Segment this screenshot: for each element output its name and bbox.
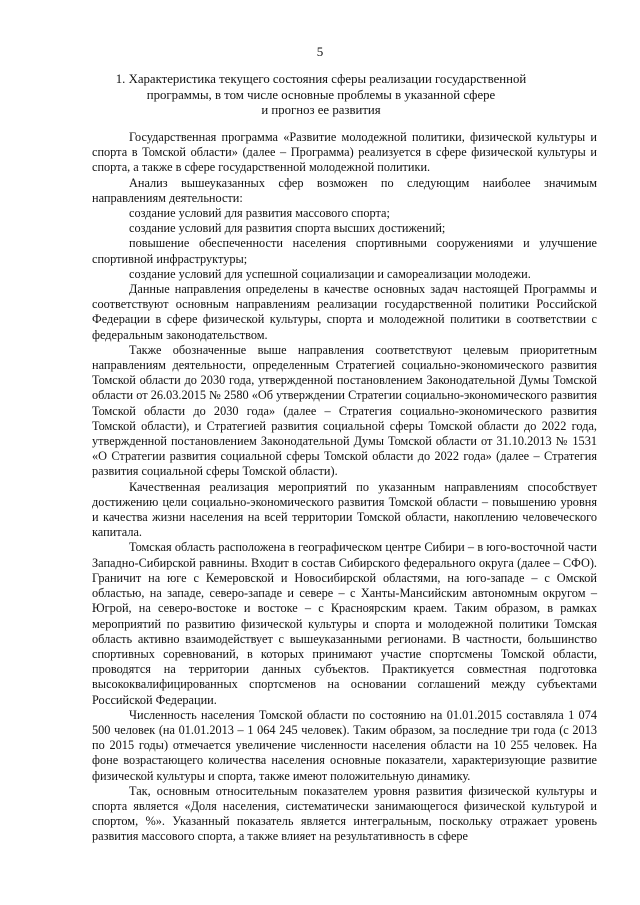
paragraph: Также обозначенные выше направления соответствуют целевым приоритетным направлениям деятельности, определенным Стратегией социально-экономического развития Томской области до 2030 года, утвержденной постановлением Законодательной Думы Томской области от 26.03.2015 № 2580 «Об утверждении Стратегии социально-экономического развития Томской области до 2030 года» (далее – Стратегия социально-экономического развития Томской области), и Стратегией развития социальной сферы Томской области до 2022 года, утвержденной постановлением Законодательной Думы Томской области от 31.10.2013 № 1531 «О Стратегии развития социальной сферы Томской области до 2022 года» (далее – Стратегия развития социальной сферы Томской области). (92, 342, 597, 479)
heading-line: 1. Характеристика текущего состояния сферы реализации государственной (115, 72, 527, 86)
page-number: 5 (316, 44, 324, 59)
section-heading (90, 72, 552, 119)
body-text (92, 130, 597, 845)
paragraph: Анализ вышеуказанных сфер возможен по следующим наиболее значимым направлениям деятельности: (92, 175, 597, 205)
list-item: повышение обеспеченности населения спортивными сооружениями и улучшение спортивной инфраструктуры; (92, 236, 597, 266)
heading-line: и прогноз ее развития (261, 103, 381, 117)
list-item: создание условий для развития спорта высших достижений; (129, 221, 446, 236)
paragraph: Качественная реализация мероприятий по указанным направлениям способствует достижению цели социально-экономического развития Томской области – повышению уровня и качества жизни населения на всей территории Томской области, накоплению человеческого капитала. (92, 479, 597, 540)
heading-line: программы, в том числе основные проблемы в указанной сфере (146, 87, 496, 102)
paragraph: Томская область расположена в географическом центре Сибири – в юго-восточной части Западно-Сибирской равнины. Входит в состав Сибирского федерального округа (далее – СФО). Граничит на юге с Кемеровской и Новосибирской областями, на юго-западе – с Омской областью, на западе, северо-западе и севере – с Ханты-Мансийским автономным округом – Югрой, на северо-востоке и востоке – с Красноярским краем. Таким образом, в рамках мероприятий по развитию физической культуры и спорта и молодежной политики Томская область активно взаимодействует с вышеуказанными регионами. В частности, большинство спортивных соревнований, в которых принимают участие спортсмены Томской области, проводятся на территории данных субъектов. Практикуется совместная подготовка высококвалифицированных спортсменов на основании соглашений между субъектами Российской Федерации. (92, 540, 597, 707)
paragraph: Так, основным относительным показателем уровня развития физической культуры и спорта является «Доля населения, систематически занимающегося физической культурой и спортом, %». Указанный показатель является интегральным, поскольку отражает уровень развития массового спорта, а также влияет на результативность в сфере (92, 783, 597, 844)
paragraph: Данные направления определены в качестве основных задач настоящей Программы и соответствуют основным направлениям реализации государственной политики Российской Федерации в сфере физической культуры, спорта и молодежной политики в соответствии с федеральным законодательством. (92, 282, 597, 342)
paragraph: Численность населения Томской области по состоянию на 01.01.2015 составляла 1 074 500 человек (на 01.01.2013 – 1 064 245 человек). Таким образом, за последние три года (с 2013 по 2015 годы) отмечается увеличение численности населения области на 10 255 человек. На фоне возрастающего количества населения основные показатели, характеризующие развитие физической культуры и спорта, также имеют положительную динамику. (92, 707, 597, 783)
paragraph: Государственная программа «Развитие молодежной политики, физической культуры и спорта в Томской области» (далее – Программа) реализуется в сфере физической культуры и спорта, а также в сфере государственной молодежной политики. (92, 130, 597, 175)
list-item: создание условий для развития массового спорта; (129, 206, 390, 221)
list-item: создание условий для успешной социализации и самореализации молодежи. (129, 266, 531, 281)
